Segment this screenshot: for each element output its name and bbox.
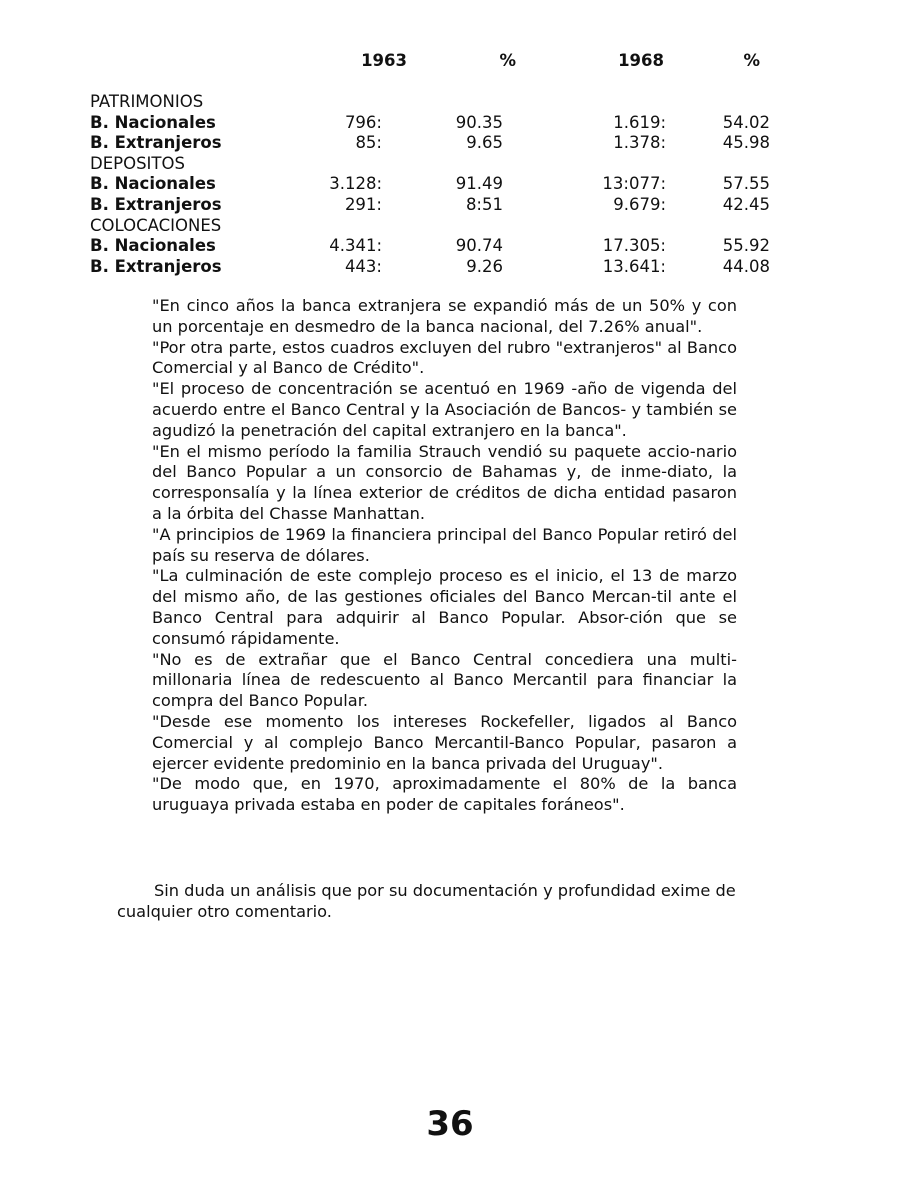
row-label: B. Extranjeros [90,194,222,214]
table-cell: 8:51 [465,194,503,214]
column-header: 1963 [361,51,407,70]
table-cell: 13:077: [602,174,666,194]
page-number: 36 [426,1104,474,1144]
table-row [90,174,790,195]
quote-paragraph: "En cinco años la banca extranjera se expandió más de un 50% y con un porcentaje en desmedro de la banca nacional, del 7.26% anual". [152,296,737,336]
table-cell: 291: [344,194,382,214]
table-cell: 13.641: [602,256,666,276]
table-cell: 4.341: [329,236,382,256]
table-cell: 42.45 [722,194,770,214]
table-cell: 90.74 [455,236,503,256]
table-row [90,113,790,134]
column-header: % [743,51,760,70]
section-title: COLOCACIONES [90,215,222,235]
quote-paragraph: "No es de extrañar que el Banco Central concediera una multi-millonaria línea de redescuento al Banco Mercantil para financiar la compra del Banco Popular. [152,649,737,711]
table-cell: 91.49 [455,174,503,194]
section-title: PATRIMONIOS [90,92,204,111]
section-title-row [90,216,790,237]
quote-paragraph: "Por otra parte, estos cuadros excluyen del rubro "extranjeros" al Banco Comercial y al Banco de Crédito". [152,337,737,378]
table-cell: 9.679: [613,194,666,214]
table-row [90,236,790,257]
quote-paragraph: "A principios de 1969 la financiera principal del Banco Popular retiró del país su reserva de dólares. [152,524,737,565]
closing-paragraph: Sin duda un análisis que por su documentación y profundidad exime de cualquier otro comentario. [117,881,736,921]
table-row [90,133,790,154]
table-cell: 57.55 [722,174,770,194]
table-cell: 9.65 [466,133,503,153]
table-cell: 55.92 [722,236,770,256]
row-label: B. Nacionales [90,112,216,132]
statistics-table [90,46,790,277]
quote-paragraph: "De modo que, en 1970, aproximadamente el 80% de la banca uruguaya privada estaba en poder de capitales foráneos". [152,774,737,815]
quote-paragraph: "La culminación de este complejo proceso es el inicio, el 13 de marzo del mismo año, de las gestiones oficiales del Banco Mercan-til ante el Banco Central para adquirir al Banco Popular. Absor-ción que se consumó rápidamente. [152,566,737,648]
table-cell: 45.98 [722,133,770,153]
row-label: B. Extranjeros [90,256,222,276]
quote-paragraph: "Desde ese momento los intereses Rockefeller, ligados al Banco Comercial y al complejo Banco Mercantil-Banco Popular, pasaron a ejercer evidente predominio en la banca privada del Uruguay". [152,711,737,773]
column-header: 1968 [618,51,664,70]
quote-paragraph: "En el mismo período la familia Strauch vendió su paquete accio-nario del Banco Popular a un consorcio de Bahamas y, de inme-diato, la corresponsalía y la línea exterior de créditos de dicha entidad pasaron a la órbita del Chasse Manhattan. [152,441,737,523]
table-row [90,257,790,278]
table-cell: 17.305: [602,236,666,256]
table-cell: 44.08 [722,256,770,276]
table-cell: 1.619: [613,112,666,132]
quote-paragraph: "El proceso de concentración se acentuó en 1969 -año de vigenda del acuerdo entre el Banco Central y la Asociación de Bancos- y también se agudizó la penetración del capital extranjero en la banca". [152,379,737,440]
section-title: DEPOSITOS [90,153,185,173]
row-label: B. Extranjeros [90,133,222,153]
table-cell: 443: [344,256,382,276]
table-cell: 796: [344,112,382,132]
section-title-row [90,92,790,113]
table-cell: 3.128: [329,174,382,194]
section-title-row [90,154,790,175]
row-label: B. Nacionales [90,174,216,194]
table-cell: 90.35 [455,112,503,132]
column-header: % [499,51,516,70]
row-label: B. Nacionales [90,236,216,256]
table-row [90,195,790,216]
quoted-text-block [152,296,737,816]
table-cell: 9.26 [466,256,503,276]
table-header-row [90,46,790,76]
table-cell: 1.378: [613,133,666,153]
table-cell: 85: [355,133,382,153]
table-cell: 54.02 [722,112,770,132]
